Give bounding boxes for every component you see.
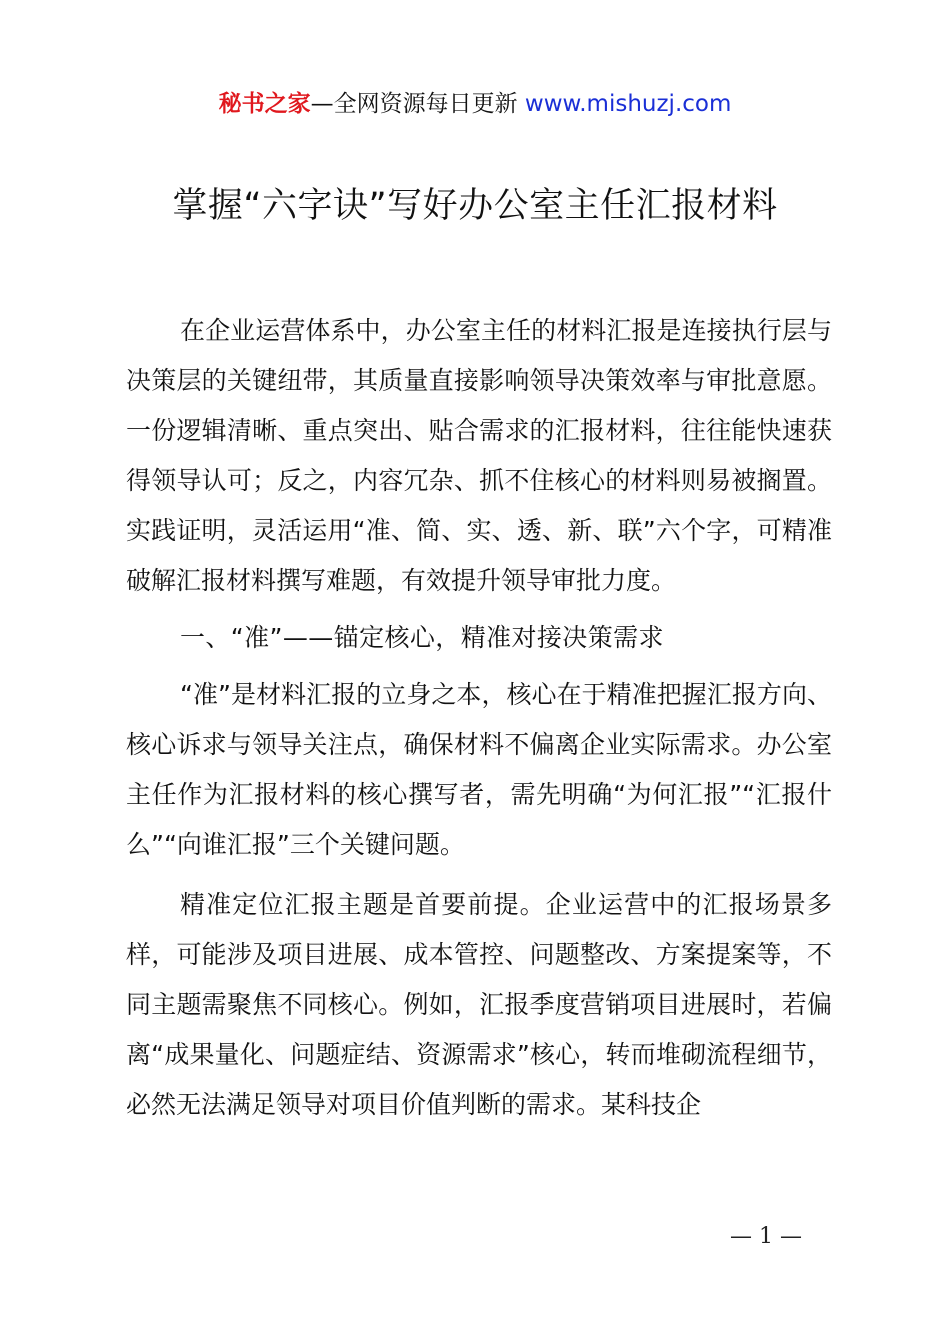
- site-url-link[interactable]: www.mishuzj.com: [524, 91, 732, 117]
- body-paragraph: “准”是材料汇报的立身之本，核心在于精准把握汇报方向、核心诉求与领导关注点，确保材料不偏离企业实际需求。办公室主任作为汇报材料的核心撰写者，需先明确“为何汇报”“汇报什么”“向谁汇报”三个关键问题。: [126, 680, 832, 859]
- site-tagline: —全网资源每日更新: [310, 91, 525, 117]
- section-heading: 一、“准”——锚定核心，精准对接决策需求: [180, 623, 664, 652]
- document-title: 掌握“六字诀”写好办公室主任汇报材料: [172, 186, 778, 226]
- body-paragraph: 精准定位汇报主题是首要前提。企业运营中的汇报场景多样，可能涉及项目进展、成本管控、问题整改、方案提案等，不同主题需聚焦不同核心。例如，汇报季度营销项目进展时，若偏离“成果量化、问题症结、资源需求”核心，转而堆砌流程细节，必然无法满足领导对项目价值判断的需求。某科技企: [126, 890, 832, 1119]
- site-brand: 秘书之家: [218, 91, 311, 117]
- site-banner: [0, 86, 950, 122]
- page-number: — 1 —: [730, 1224, 802, 1249]
- intro-paragraph: 在企业运营体系中，办公室主任的材料汇报是连接执行层与决策层的关键纽带，其质量直接影响领导决策效率与审批意愿。一份逻辑清晰、重点突出、贴合需求的汇报材料，往往能快速获得领导认可；反之，内容冗杂、抓不住核心的材料则易被搁置。实践证明，灵活运用“准、简、实、透、新、联”六个字，可精准破解汇报材料撰写难题，有效提升领导审批力度。: [126, 316, 832, 595]
- document-body: [126, 306, 832, 1130]
